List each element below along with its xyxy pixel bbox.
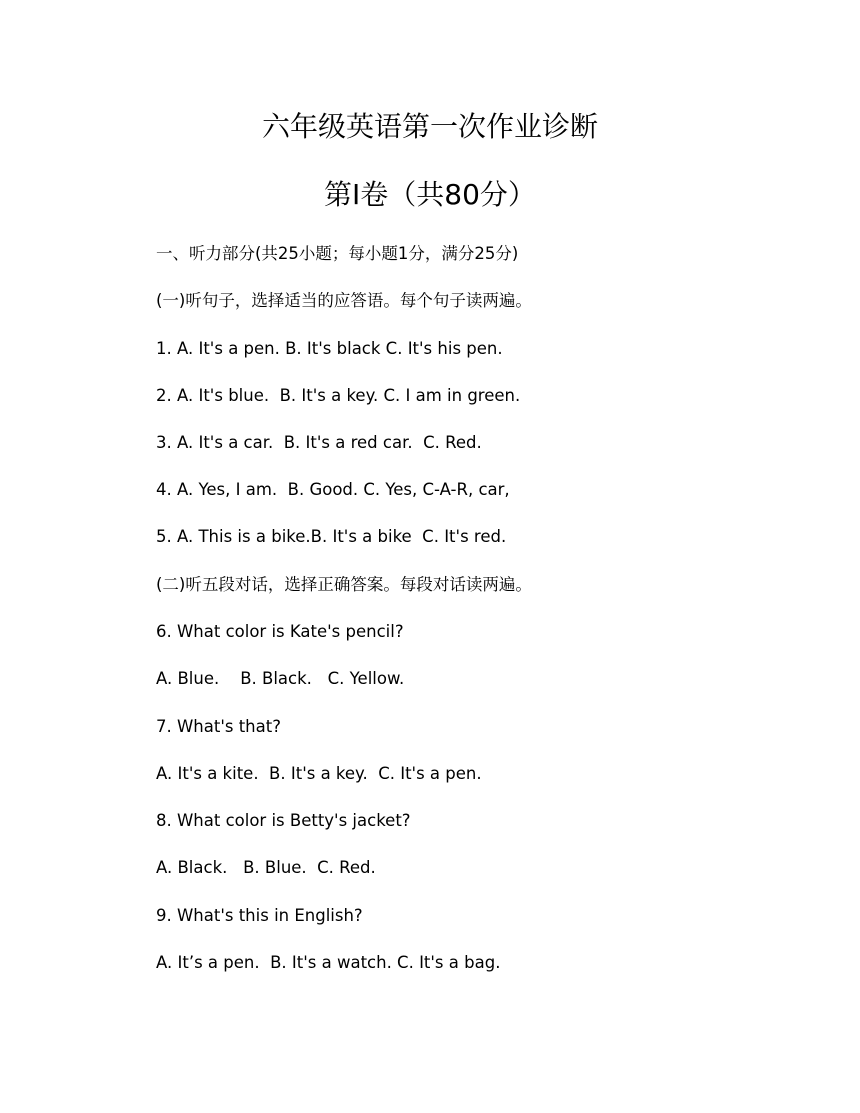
section-heading-listening: 一、听力部分(共25小题；每小题1分，满分25分) (156, 244, 519, 263)
question-line: 3. A. It's a car. B. It's a red car. C. Red. (156, 433, 482, 452)
question-line: 1. A. It's a pen. B. It's black C. It's his pen. (156, 339, 503, 358)
answer-options-line: A. Blue. B. Black. C. Yellow. (156, 669, 405, 688)
answer-options-line: A. Black. B. Blue. C. Red. (156, 858, 376, 877)
question-line: 8. What color is Betty's jacket? (156, 811, 411, 830)
question-line: 7. What's that? (156, 717, 281, 736)
document-title: 六年级英语第一次作业诊断 (261, 110, 598, 143)
document-subtitle: 第I卷（共80分） (324, 178, 536, 211)
question-line: 6. What color is Kate's pencil? (156, 622, 404, 641)
question-line: 4. A. Yes, I am. B. Good. C. Yes, C-A-R, car, (156, 480, 510, 499)
question-line: 2. A. It's blue. B. It's a key. C. I am in green. (156, 386, 521, 405)
answer-options-line: A. It’s a pen. B. It's a watch. C. It's a bag. (156, 953, 501, 972)
question-line: 9. What's this in English? (156, 906, 363, 925)
question-line: 5. A. This is a bike.B. It's a bike C. It's red. (156, 527, 507, 546)
subsection-heading-2: (二)听五段对话，选择正确答案。每段对话读两遍。 (156, 575, 532, 594)
subsection-heading-1: (一)听句子，选择适当的应答语。每个句子读两遍。 (156, 291, 532, 310)
answer-options-line: A. It's a kite. B. It's a key. C. It's a pen. (156, 764, 482, 783)
